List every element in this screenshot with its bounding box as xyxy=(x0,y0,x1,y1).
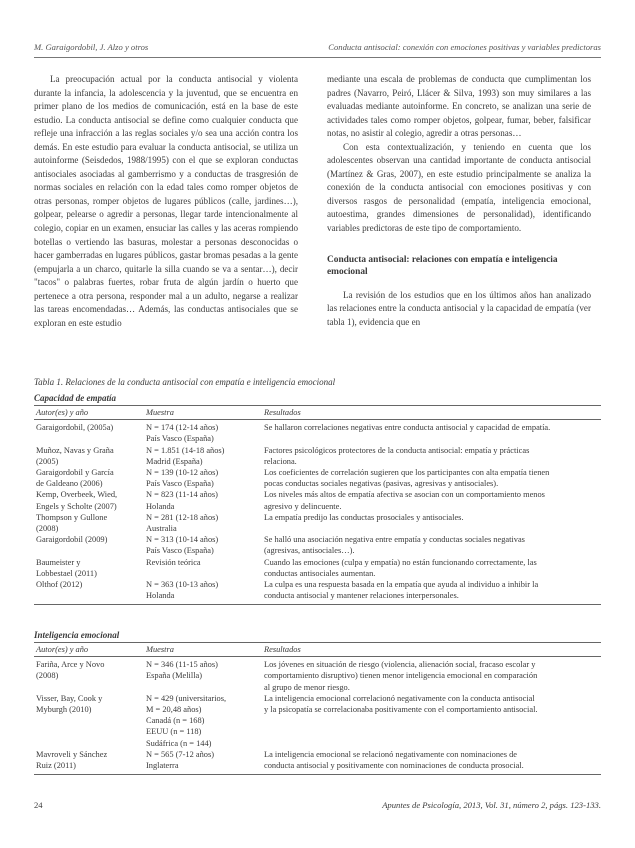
cell-line: Inglaterra xyxy=(146,761,179,771)
header-title: Conducta antisocial: conexión con emociones positivas y variables predictoras xyxy=(328,42,601,52)
cell-line: N = 313 (10-14 años) xyxy=(146,535,219,545)
left-paragraph: La preocupación actual por la conducta antisocial y violenta durante la infancia, la adolescencia y la juventud, que se encuentra en primer plano de los medios de comunicación, está en la base de este estudio. La conducta antisocial se define como cualquier conducta que refleje una infracción a las reglas sociales y/o sea una acción contra los demás. En este estudio para evaluar la conducta antisocial, se utiliza un autoinforme (Seisdedos, 1988/1995) con el que se exploran conductas antisociales asociadas al gamberrismo y a conductas de trasgresión de normas sociales en relación con la edad tales como romper objetos de otras personas, romper objetos de lugares públicos (calle, jardines…), golpear, pelearse o agredir a personas, llegar tarde intencionalmente al colegio, copiar en un examen, ensuciar las calles y las aceras rompiendo botellas o vertiendo las basuras, molestar a personas desconocidas o hacer gamberradas en lugares públicos, gastar bromas pesadas a la gente (empujarla a un charco, quitarle la silla cuando se va a sentar…), decir "tacos" o palabras fuertes, robar fruta de algún jardín o huerto que pertenece a otra persona, responder mal a un adulto, negarse a realizar las tareas encomendadas… Además, las conductas antisociales que se exploran en este estudio xyxy=(34,74,298,328)
cell-autor xyxy=(34,579,144,605)
cell-line: comportamiento disruptivo) tienen menor inteligencia emocional en comparación xyxy=(264,671,538,681)
col-header-author: Autor(es) y año xyxy=(34,643,144,657)
cell-line: España (Melilla) xyxy=(146,671,203,681)
table-caption: Tabla 1. Relaciones de la conducta antisocial con empatía e inteligencia emocional xyxy=(34,377,336,387)
journal-citation: Apuntes de Psicología, 2013, Vol. 31, número 2, págs. 123-133. xyxy=(382,800,601,810)
running-header xyxy=(34,42,601,56)
cell-line: País Vasco (España) xyxy=(146,434,214,444)
col-header-sample: Muestra xyxy=(144,643,262,657)
cell-line: País Vasco (España) xyxy=(146,546,214,556)
cell-autor xyxy=(34,445,144,467)
cell-muestra xyxy=(144,489,262,511)
col-header-sample: Muestra xyxy=(144,406,262,420)
cell-line: Holanda xyxy=(146,591,175,601)
cell-muestra xyxy=(144,579,262,605)
cell-line: agresivo y delincuente. xyxy=(264,501,342,511)
cell-line: conducta antisocial y positivamente con nominaciones de conducta prosocial. xyxy=(264,761,524,771)
table-row xyxy=(34,420,601,445)
cell-line: M = 20,48 años) xyxy=(146,705,202,715)
cell-line: Se hallaron correlaciones negativas entre conducta antisocial y capacidad de empatía. xyxy=(264,423,551,433)
cell-line: de Galdeano (2006) xyxy=(36,479,103,489)
cell-line: al grupo de menor riesgo. xyxy=(264,682,350,692)
cell-resultado xyxy=(262,579,601,605)
cell-resultado xyxy=(262,693,601,749)
cell-line: Cuando las emociones (culpa y empatía) no están funcionando correctamente, las xyxy=(264,557,537,567)
cell-line: Fariña, Arce y Novo xyxy=(36,660,105,670)
cell-line: Lobbestael (2011) xyxy=(36,568,97,578)
cell-line: Revisión teórica xyxy=(146,557,201,567)
cell-line: Mavroveli y Sánchez xyxy=(36,749,108,759)
cell-line: Engels y Scholte (2007) xyxy=(36,501,117,511)
cell-line: (agresivas, antisociales…). xyxy=(264,546,355,556)
cell-line: Madrid (España) xyxy=(146,456,203,466)
cell-line: N = 363 (10-13 años) xyxy=(146,580,219,590)
cell-line: Muñoz, Navas y Graña xyxy=(36,445,114,455)
cell-resultado xyxy=(262,489,601,511)
cell-resultado xyxy=(262,467,601,489)
cell-autor xyxy=(34,657,144,693)
table-row xyxy=(34,467,601,489)
cell-line: Visser, Bay, Cook y xyxy=(36,693,103,703)
cell-resultado xyxy=(262,420,601,445)
emotional-intelligence-table xyxy=(34,642,601,775)
cell-autor xyxy=(34,489,144,511)
cell-line: Factores psicológicos protectores de la conducta antisocial: empatía y prácticas xyxy=(264,445,530,455)
cell-muestra xyxy=(144,512,262,534)
cell-muestra xyxy=(144,749,262,775)
cell-line: (2005) xyxy=(36,456,59,466)
table-row xyxy=(34,512,601,534)
cell-line: EEUU (n = 118) xyxy=(146,727,202,737)
table-row xyxy=(34,489,601,511)
cell-line: conducta antisocial y mantener relaciones interpersonales. xyxy=(264,591,459,601)
right-paragraph-1: mediante una escala de problemas de conducta que cumplimentan los padres (Navarro, Peiró, Llácer & Silva, 1993) son muy similares a las evaluadas mediante autoinforme. En concreto, se analizan una serie de actividades tales como romper objetos, golpear, fumar, beber, falsificar notas, no asistir al colegio, agredir a otras personas… xyxy=(327,74,591,139)
col-header-results: Resultados xyxy=(262,643,601,657)
table-header-row xyxy=(34,643,601,657)
cell-muestra xyxy=(144,693,262,749)
section-heading: Conducta antisocial: relaciones con empatía e inteligencia emocional xyxy=(327,254,558,278)
table-section-empatia: Capacidad de empatía xyxy=(34,393,116,403)
cell-resultado xyxy=(262,557,601,579)
cell-line: N = 429 (universitarios, xyxy=(146,693,227,703)
table-row xyxy=(34,657,601,693)
table-row xyxy=(34,445,601,467)
cell-resultado xyxy=(262,657,601,693)
cell-line: N = 565 (7-12 años) xyxy=(146,749,214,759)
cell-line: País Vasco (España) xyxy=(146,479,214,489)
cell-line: conductas antisociales aumentan. xyxy=(264,568,376,578)
cell-line: N = 281 (12-18 años) xyxy=(146,512,219,522)
table-section-inteligencia: Inteligencia emocional xyxy=(34,630,120,640)
header-rule xyxy=(34,57,601,58)
cell-line: Baumeister y xyxy=(36,557,81,567)
cell-line: Garaigordobil, (2005a) xyxy=(36,423,114,433)
header-authors: M. Garaigordobil, J. Alzo y otros xyxy=(34,42,149,52)
cell-autor xyxy=(34,534,144,556)
cell-line: (2008) xyxy=(36,524,59,534)
right-paragraph-2: Con esta contextualización, y teniendo en cuenta que los adolescentes observan una cantidad importante de conducta antisocial (Martínez & Gras, 2007), en este estudio principalmente se analiza la conexión de la conducta antisocial con emociones positivas y con diversos rasgos de personalidad (empatía, inteligencia emocional, autoestima, grandes dimensiones de personalidad), identificando variables predictoras de este tipo de comportamiento. xyxy=(327,141,591,234)
cell-line: N = 174 (12-14 años) xyxy=(146,423,219,433)
cell-line: Australia xyxy=(146,524,177,534)
table-row xyxy=(34,749,601,775)
left-column xyxy=(34,73,298,330)
cell-line: N = 346 (11-15 años) xyxy=(146,660,218,670)
cell-resultado xyxy=(262,512,601,534)
cell-line: pocas conductas sociales negativas (pasivas, agresivas y antisociales). xyxy=(264,479,499,489)
cell-line: Canadá (n = 168) xyxy=(146,716,205,726)
cell-line: N = 1.851 (14-18 años) xyxy=(146,445,225,455)
cell-line: y la psicopatía se correlacionaba positivamente con el comportamiento antisocial. xyxy=(264,705,538,715)
empathy-table xyxy=(34,405,601,605)
cell-line: La inteligencia emocional se relacionó negativamente con nominaciones de xyxy=(264,749,518,759)
table-row xyxy=(34,557,601,579)
cell-muestra xyxy=(144,557,262,579)
col-header-author: Autor(es) y año xyxy=(34,406,144,420)
cell-resultado xyxy=(262,749,601,775)
cell-resultado xyxy=(262,534,601,556)
cell-autor xyxy=(34,749,144,775)
table-header-row xyxy=(34,406,601,420)
cell-autor xyxy=(34,512,144,534)
page-footer xyxy=(34,800,601,814)
right-paragraph-3: La revisión de los estudios que en los últimos años han analizado las relaciones entre la conducta antisocial y la capacidad de empatía (ver tabla 1), evidencia que en xyxy=(327,289,591,327)
cell-muestra xyxy=(144,445,262,467)
page-number: 24 xyxy=(34,800,43,810)
col-header-results: Resultados xyxy=(262,406,601,420)
cell-autor xyxy=(34,467,144,489)
cell-line: N = 139 (10-12 años) xyxy=(146,468,219,478)
cell-muestra xyxy=(144,534,262,556)
cell-line: relaciona. xyxy=(264,456,297,466)
table-row xyxy=(34,534,601,556)
cell-line: Los coeficientes de correlación sugieren que los participantes con alta empatía tienen xyxy=(264,468,550,478)
cell-line: Se halló una asociación negativa entre empatía y conductas sociales negativas xyxy=(264,535,525,545)
cell-line: La empatía predijo las conductas prosociales y antisociales. xyxy=(264,512,464,522)
cell-resultado xyxy=(262,445,601,467)
cell-line: La culpa es una respuesta basada en la empatía que ayuda al individuo a inhibir la xyxy=(264,580,539,590)
table-row xyxy=(34,693,601,749)
cell-line: Garaigordobil y García xyxy=(36,468,114,478)
cell-line: (2008) xyxy=(36,671,59,681)
cell-autor xyxy=(34,693,144,749)
table-row xyxy=(34,579,601,605)
cell-line: Olthof (2012) xyxy=(36,580,83,590)
cell-line: Los niveles más altos de empatía afectiva se asocian con un comportamiento menos xyxy=(264,490,545,500)
cell-line: Sudáfrica (n = 144) xyxy=(146,738,212,748)
cell-line: N = 823 (11-14 años) xyxy=(146,490,218,500)
cell-muestra xyxy=(144,657,262,693)
cell-autor xyxy=(34,420,144,445)
cell-line: La inteligencia emocional correlacionó negativamente con la conducta antisocial xyxy=(264,693,535,703)
cell-line: Myburgh (2010) xyxy=(36,705,92,715)
cell-muestra xyxy=(144,420,262,445)
cell-line: Holanda xyxy=(146,501,175,511)
right-column xyxy=(327,73,591,329)
cell-line: Los jóvenes en situación de riesgo (violencia, alienación social, fracaso escolar y xyxy=(264,660,536,670)
cell-autor xyxy=(34,557,144,579)
cell-line: Thompson y Gullone xyxy=(36,512,108,522)
cell-muestra xyxy=(144,467,262,489)
cell-line: Kemp, Overbeek, Wied, xyxy=(36,490,118,500)
cell-line: Ruiz (2011) xyxy=(36,761,76,771)
cell-line: Garaigordobil (2009) xyxy=(36,535,108,545)
